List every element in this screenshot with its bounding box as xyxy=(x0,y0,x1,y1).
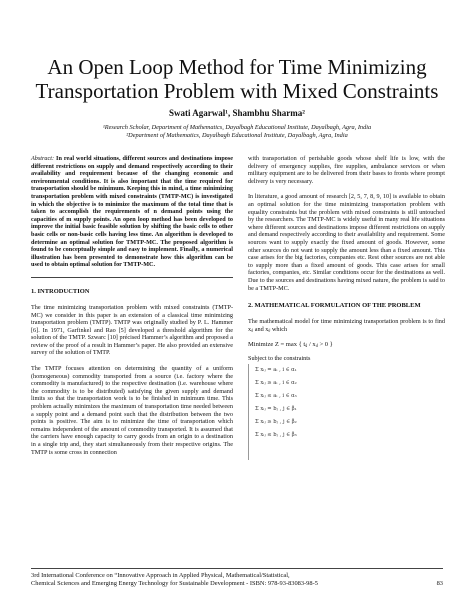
subject-to-label: Subject to the constraints xyxy=(248,354,311,362)
intro-paragraph-1: The time minimizing transportation problem with mixed constraints (TMTP-MC) we consider in this paper is an extension of a classical time minimizing transportation problem (TMTP). TMTP was originally studied by P. L. Hammer [6]. In 1971, Garfinkel and Rao [5] developed a threshold algorithm for the solution of the TMTP. Szwarc [10] précised Hammer’s algorithm and proposed a review of the proof of a result in Hammer’s paper. He also provided an extensive survey of the solution of TMTP. xyxy=(31,303,233,357)
abstract-text: In real world situations, different sources and destinations impose different restrictions on supply and demand respectively according to their availability and requirement because of the changing economic and environmental conditions. It is also important that the time required for transportation should be minimum. Keeping this in mind, a time minimizing transportation problem with mixed constraints (TMTP-MC) is investigated in which the objective is to minimize the maximum of the total time that is taken to accomplish the requirements of n demand points using the capacities of m supply points. An open loop method has been developed to improve the initial basic feasible solution by shifting the basic cells to other basic cells or non-basic cells having less time. An algorithm is developed to determine an optimal solution for TMTP-MC. The proposed algorithm is found to be conceptually simple and easy to implement. Finally, a numerical illustration has been presented to demonstrate how this algorithm can be used to obtain optimal solution for TMTP-MC. xyxy=(31,155,234,269)
constraint-row: Σ xᵢⱼ ≥ aᵢ , i ∈ α₂ xyxy=(255,380,297,387)
constraints-block xyxy=(248,364,347,460)
page-number: 83 xyxy=(436,580,443,587)
abstract-divider xyxy=(31,277,233,278)
paper-title: An Open Loop Method for Time Minimizing Transportation Problem with Mixed Constraints xyxy=(35,55,439,103)
constraint-row: Σ xᵢⱼ ≤ bⱼ , j ∈ β₃ xyxy=(255,432,297,439)
abstract xyxy=(31,155,233,269)
right-column xyxy=(248,155,445,460)
objective-function: Minimize Z = max { tᵢⱼ / xᵢⱼ > 0 } xyxy=(248,341,333,349)
formulation-paragraph: The mathematical model for time minimizing transportation problem is to find xᵢⱼ and xᵢⱼ which xyxy=(248,318,445,333)
section-1-heading: 1. INTRODUCTION xyxy=(31,287,90,295)
constraint-row: Σ xᵢⱼ = aᵢ , i ∈ α₁ xyxy=(255,367,297,374)
section-2-heading: 2. MATHEMATICAL FORMULATION OF THE PROBLEM xyxy=(248,302,421,310)
affiliation-2: ²Department of Mathematics, Dayalbagh Educational Institute, Dayalbagh, Agra, India xyxy=(126,132,348,139)
footer-conference-line-2: Chemical Sciences and Emerging Energy Technology for Sustainable Development - ISBN: 978-93-83083-98-5 xyxy=(31,580,318,587)
affiliation-1: ¹Research Scholar, Department of Mathematics, Dayalbagh Educational Institute, Dayalbagh, Agra, India xyxy=(102,124,372,131)
right-paragraph-1: with transportation of perishable goods whose shelf life is low, with the delivery of emergency supplies, fire supplies, ambulance services or when military equipment are to be delivered from their bases to fronts where prompt delivery is very necessary. xyxy=(248,155,445,185)
right-paragraph-2: In literature, a good amount of research [2, 5, 7, 8, 9, 10] is available to obtain an optimal solution for the time minimizing transportation problem with equality constraints but the problem with mixed constraints is still untouched by the researchers. The TMTP-MC is widely useful in many real life situations where different sources and destinations impose different restrictions on supply and demand respectively according to their availability and requirement. Some sources want to supply exactly the fixed amount of goods. However, some other sources do not want to supply the amount less than a fixed amount. This case arises for the big factories, companies etc. Rest other sources are not able to supply more than a fixed amount of goods. This case arises for small factories, companies, etc. Similar conditions occur for the destinations as well. Due to the sources and destinations having mixed nature, the problem is said to be a TMTP-MC. xyxy=(248,193,445,292)
constraint-row: Σ xᵢⱼ = bⱼ , j ∈ β₁ xyxy=(255,406,297,413)
intro-paragraph-2: The TMTP focuses attention on determining the quantity of a uniform (homogeneous) commodity transported from a source (i.e. factory where the commodity is manufactured) to the respective destination (i.e. warehouse where the commodity is to be distributed) satisfying the given supply and demand limits so that the transportation work is to be finished in minimum time. This problem actually minimizes the maximum of transportation time needed between a supply point and a demand point such that the distribution between the two points is positive. The aim is to minimize the time of transportation which remains independent of the amount of commodity transported. It is assumed that the carriers have enough capacity to carry goods from an origin to a destination in a single trip and, they start simultaneously from their respective origins. The TMTP is some cross in connection xyxy=(31,365,233,456)
constraint-row: Σ xᵢⱼ ≥ bⱼ , j ∈ β₂ xyxy=(255,419,297,426)
authors: Swati Agarwal¹, Shambhu Sharma² xyxy=(169,108,305,118)
footer-conference-line-1: 3rd International Conference on “Innovative Approach in Applied Physical, Mathematical/Statistical, xyxy=(31,572,290,579)
page-footer xyxy=(31,568,443,588)
left-column xyxy=(31,155,233,464)
constraint-row: Σ xᵢⱼ ≤ aᵢ , i ∈ α₃ xyxy=(255,393,297,400)
abstract-label: Abstract: xyxy=(31,155,55,162)
